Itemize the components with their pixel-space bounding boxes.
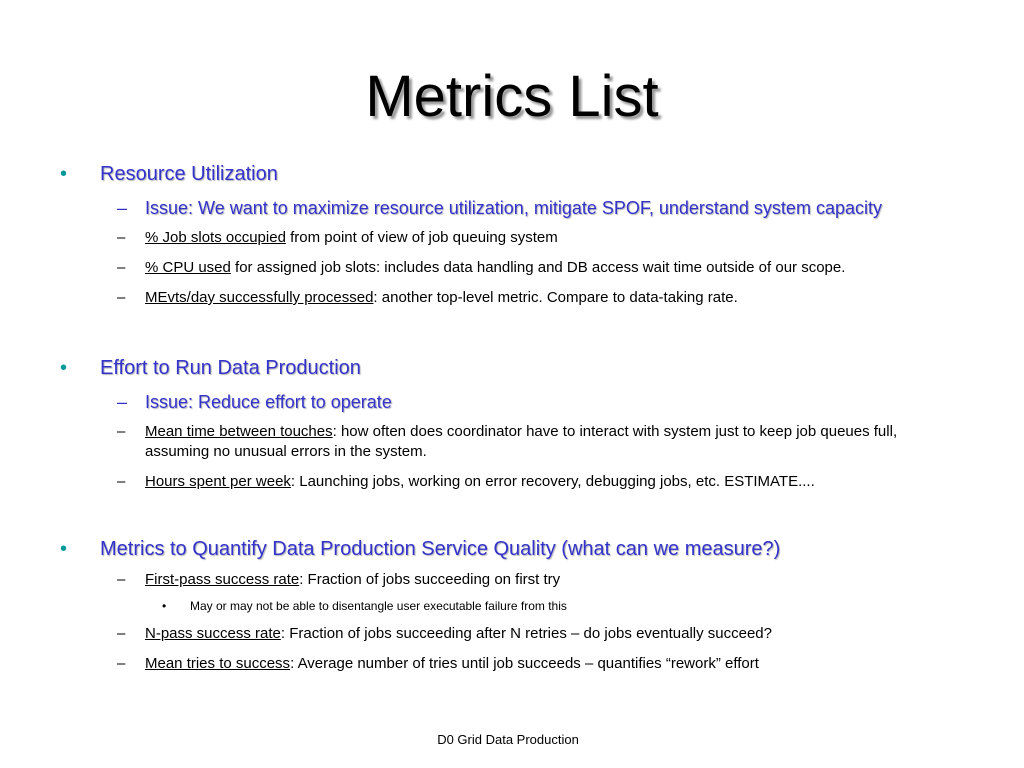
sub-item xyxy=(0,598,1024,614)
metric-term: First-pass success rate xyxy=(145,571,300,588)
bullet-icon: • xyxy=(60,163,68,185)
issue-line xyxy=(0,196,1024,220)
section-heading xyxy=(0,536,1024,562)
bullet-icon: • xyxy=(162,599,167,613)
metric-term: Mean time between touches xyxy=(145,423,333,440)
issue-text: Issue: We want to maximize resource utilization, mitigate SPOF, understand system capacity xyxy=(145,198,882,218)
issue-line xyxy=(0,390,1024,414)
dash-icon: – xyxy=(117,473,126,490)
metric-item xyxy=(0,258,1024,278)
metric-item xyxy=(0,472,1024,492)
bullet-icon: • xyxy=(60,538,68,560)
metric-description: : Average number of tries until job succeeds – quantifies “rework” effort xyxy=(290,655,759,672)
metric-description: : Fraction of jobs succeeding on first try xyxy=(299,571,561,588)
slide-title: Metrics List xyxy=(365,64,659,129)
dash-icon: – xyxy=(117,655,126,672)
bullet-icon: • xyxy=(60,357,68,379)
section-resource-utilization xyxy=(0,161,1024,308)
metric-item xyxy=(0,288,1024,308)
metric-term: % Job slots occupied xyxy=(145,229,286,246)
metric-item xyxy=(0,422,1024,462)
metric-term: % CPU used xyxy=(145,259,231,276)
dash-icon: – xyxy=(117,571,126,588)
dash-icon: – xyxy=(117,625,126,642)
metric-item xyxy=(0,624,1024,644)
metric-term: MEvts/day successfully processed xyxy=(145,289,374,306)
dash-icon: – xyxy=(117,259,126,276)
section-effort xyxy=(0,355,1024,492)
section-heading xyxy=(0,161,1024,187)
metric-description: from point of view of job queuing system xyxy=(285,229,558,246)
sub-item-text: May or may not be able to disentangle user executable failure from this xyxy=(190,599,567,613)
dash-icon: – xyxy=(117,229,126,246)
dash-icon: – xyxy=(117,423,126,440)
section-heading xyxy=(0,355,1024,381)
dash-icon: – xyxy=(117,198,128,218)
section-heading-text: Effort to Run Data Production xyxy=(100,357,361,379)
metric-description: : Fraction of jobs succeeding after N retries – do jobs eventually succeed? xyxy=(280,625,772,642)
metric-description: : Launching jobs, working on error recovery, debugging jobs, etc. ESTIMATE.... xyxy=(290,473,815,490)
metric-term: Mean tries to success xyxy=(145,655,291,672)
metric-description: for assigned job slots: includes data handling and DB access wait time outside of our scope. xyxy=(230,259,846,276)
dash-icon: – xyxy=(117,289,126,306)
metric-item xyxy=(0,654,1024,674)
metric-item xyxy=(0,570,1024,590)
issue-text: Issue: Reduce effort to operate xyxy=(145,392,392,412)
metric-description: : another top-level metric. Compare to data-taking rate. xyxy=(373,289,738,306)
section-heading-text: Resource Utilization xyxy=(100,163,278,185)
slide-footer: D0 Grid Data Production xyxy=(437,732,579,747)
metric-item xyxy=(0,228,1024,248)
dash-icon: – xyxy=(117,392,128,412)
section-service-quality xyxy=(0,536,1024,674)
metric-term: N-pass success rate xyxy=(145,625,281,642)
metric-term: Hours spent per week xyxy=(145,473,291,490)
section-heading-text: Metrics to Quantify Data Production Service Quality (what can we measure?) xyxy=(100,538,781,560)
metric-description: : how often does coordinator have to interact with system just to keep job queues full, assuming no unusual errors in the system. xyxy=(145,423,898,460)
